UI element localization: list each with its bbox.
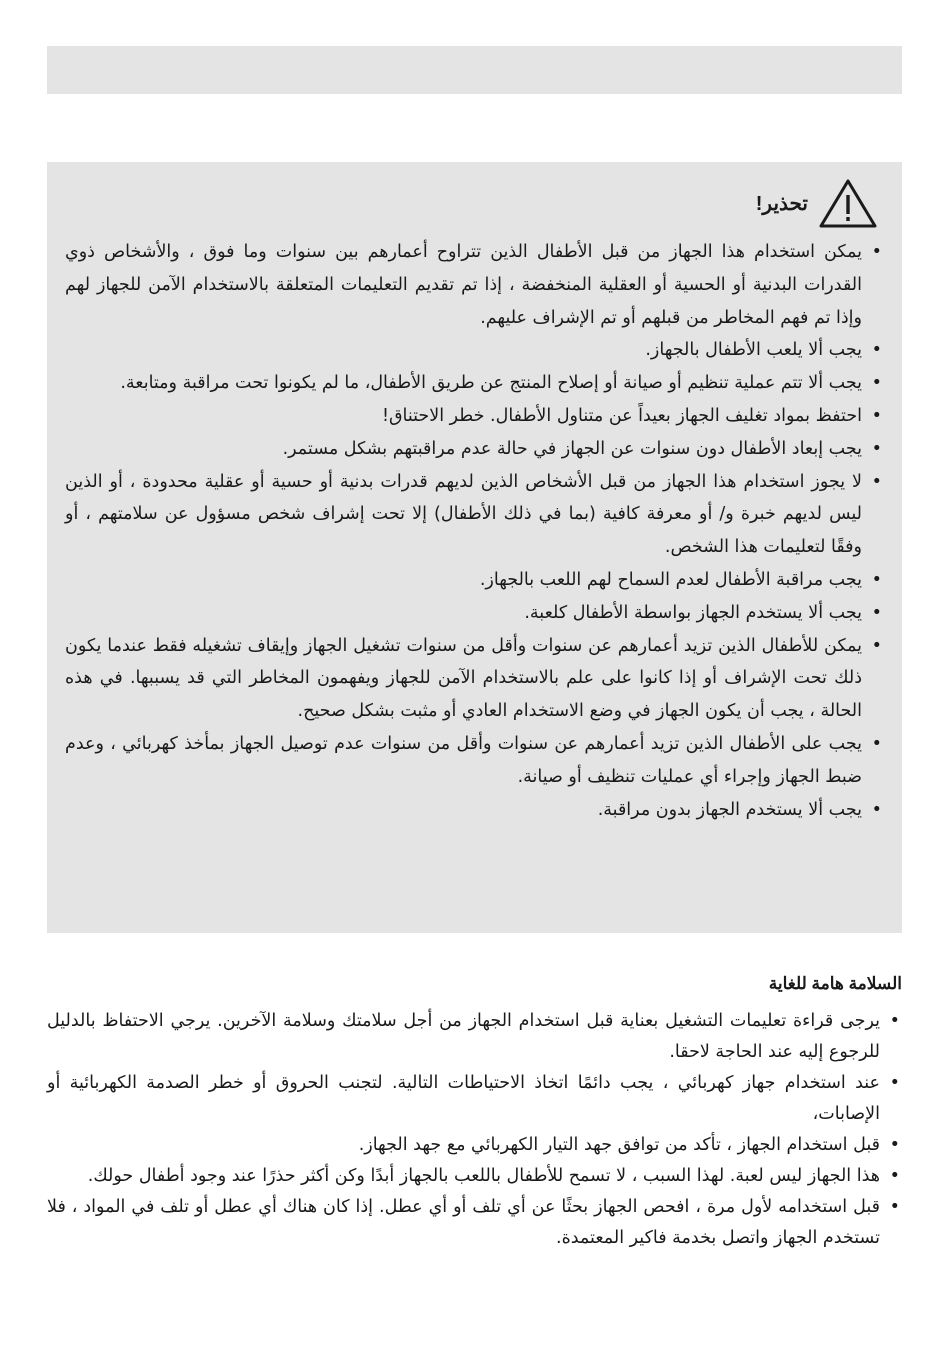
list-item: • قبل استخدام الجهاز ، تأكد من توافق جهد التيار الكهربائي مع جهد الجهاز. [47,1130,902,1161]
list-item: • عند استخدام جهاز كهربائي ، يجب دائمًا اتخاذ الاحتياطات التالية. لتجنب الحروق أو خطر الصدمة الكهربائية أو الإصابات، [47,1068,902,1130]
section-title: السلامة هامة للغاية [768,974,902,993]
header-bar [47,46,902,94]
warning-box [47,162,902,933]
list-item: • يجب ألا يستخدم الجهاز بدون مراقبة. [65,794,884,827]
list-item: • يجب مراقبة الأطفال لعدم السماح لهم اللعب بالجهاز. [65,564,884,597]
list-item: • قبل استخدامه لأول مرة ، افحص الجهاز بحثًا عن أي تلف أو أي عطل. إذا كان هناك أي عطل أو تلف في المواد ، فلا تستخدم الجهاز واتصل بخدمة فاكير المعتمدة. [47,1192,902,1254]
list-item: • يجب ألا تتم عملية تنظيم أو صيانة أو إصلاح المنتج عن طريق الأطفال، ما لم يكونوا تحت مراقبة ومتابعة. [65,367,884,400]
list-item: • يجب على الأطفال الذين تزيد أعمارهم عن سنوات وأقل من سنوات عدم توصيل الجهاز بمأخذ كهربائي ، وعدم ضبط الجهاز وإجراء أي عمليات تنظيف أو صيانة. [65,728,884,794]
safety-section [47,966,902,1254]
warning-header [65,170,884,236]
list-item: • يجب ألا يلعب الأطفال بالجهاز. [65,334,884,367]
warning-title: تحذير! [755,192,808,215]
warning-list [65,236,884,826]
list-item: • يمكن للأطفال الذين تزيد أعمارهم عن سنوات وأقل من سنوات تشغيل الجهاز وإيقاف تشغيله فقط عندما يكون ذلك تحت الإشراف أو إذا كانوا على علم بالاستخدام الآمن للجهاز ويفهمون المخاطر التي قد يسببها. في هذه الحالة ، يجب أن يكون الجهاز في وضع الاستخدام العادي أو مثبت بشكل صحيح. [65,630,884,728]
list-item: • يمكن استخدام هذا الجهاز من قبل الأطفال الذين تتراوح أعمارهم بين سنوات وما فوق ، والأشخاص ذوي القدرات البدنية أو الحسية أو العقلية المنخفضة ، إذا تم تقديم التعليمات المتعلقة بالاستخدام الآمن للجهاز لهم وإذا تم فهم المخاطر من قبلهم أو تم الإشراف عليهم. [65,236,884,334]
safety-list [47,1006,902,1254]
list-item: • يجب إبعاد الأطفال دون سنوات عن الجهاز في حالة عدم مراقبتهم بشكل مستمر. [65,433,884,466]
list-item: • يجب ألا يستخدم الجهاز بواسطة الأطفال كلعبة. [65,597,884,630]
list-item: • لا يجوز استخدام هذا الجهاز من قبل الأشخاص الذين لديهم قدرات بدنية أو حسية أو عقلية محدودة ، أو الذين ليس لديهم خبرة و/ أو معرفة كافية (بما في ذلك الأطفال) إلا تحت إشراف شخص مسؤول عن سلامتهم ، أو وفقًا لتعليمات هذا الشخص. [65,466,884,564]
list-item: • هذا الجهاز ليس لعبة. لهذا السبب ، لا تسمح للأطفال باللعب بالجهاز أبدًا وكن أكثر حذرًا عند وجود أطفال حولك. [47,1161,902,1192]
list-item: • يرجى قراءة تعليمات التشغيل بعناية قبل استخدام الجهاز من أجل سلامتك وسلامة الآخرين. يرجي الاحتفاظ بالدليل للرجوع إليه عند الحاجة لاحقا. [47,1006,902,1068]
warning-triangle-icon [816,176,880,230]
list-item: • احتفظ بمواد تغليف الجهاز بعيداً عن متناول الأطفال. خطر الاحتناق! [65,400,884,433]
